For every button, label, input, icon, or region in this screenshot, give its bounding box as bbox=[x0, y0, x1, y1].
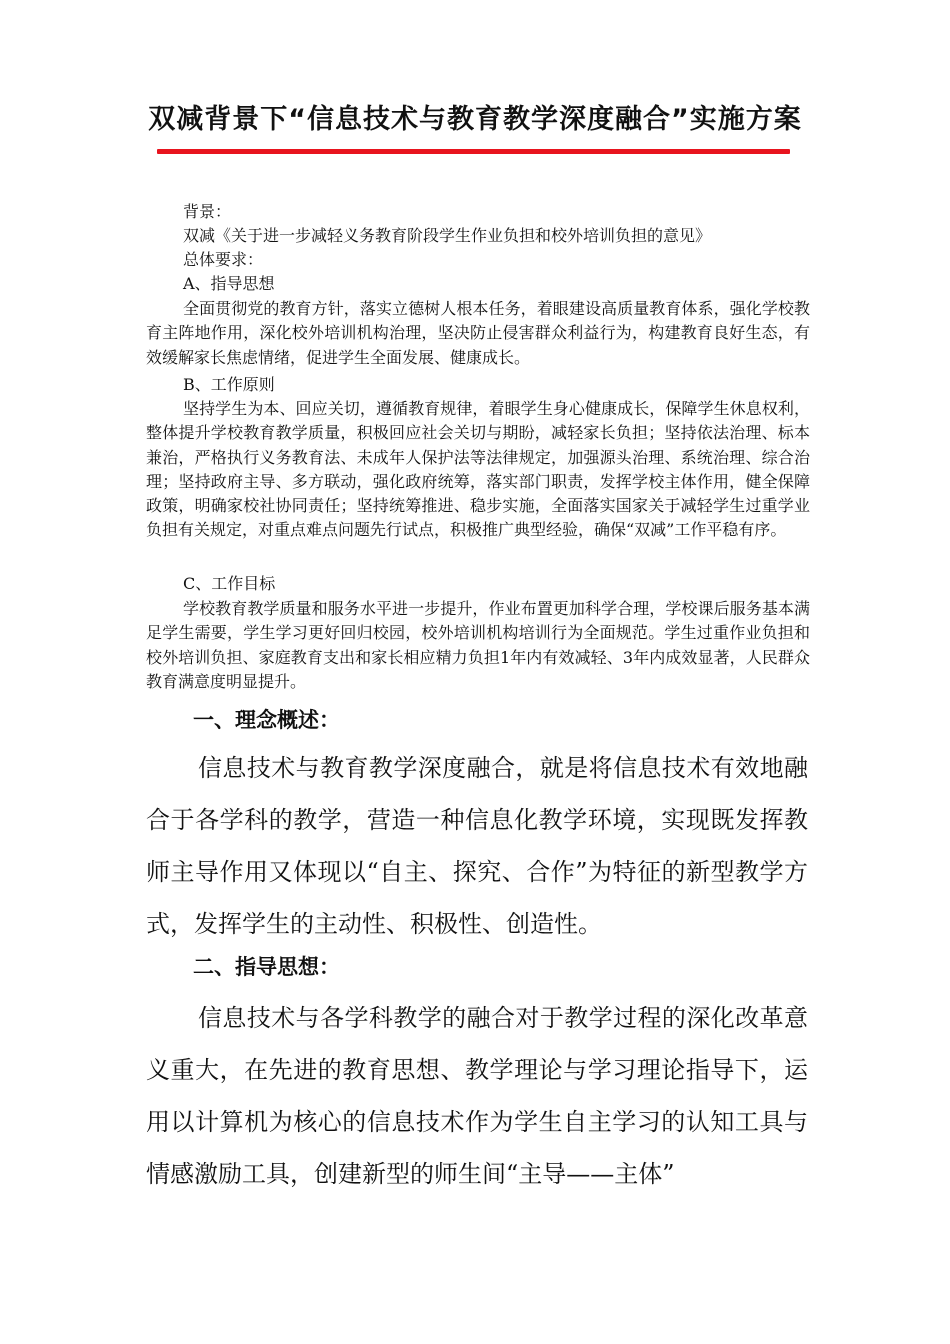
section-a-text: 全面贯彻党的教育方针，落实立德树人根本任务，着眼建设高质量教育体系，强化学校教育主阵地作用，深化校外培训机构治理，坚决防止侵害群众利益行为，构建教育良好生态，有效缓解家长焦虑情绪，促进学生全面发展、健康成长。 bbox=[146, 299, 810, 367]
title-underline bbox=[157, 149, 790, 154]
background-label: 背景： bbox=[183, 202, 232, 221]
section-b-title: B、工作原则 bbox=[183, 375, 275, 394]
document-title: 双减背景下“信息技术与教育教学深度融合”实施方案 bbox=[148, 104, 802, 135]
section-b-text: 坚持学生为本、回应关切，遵循教育规律，着眼学生身心健康成长，保障学生休息权利，整体提升学校教育教学质量，积极回应社会关切与期盼，减轻家长负担；坚持依法治理、标本兼治，严格执行义务教育法、未成年人保护法等法律规定，加强源头治理、系统治理、综合治理；坚持政府主导、多方联动，强化政府统筹，落实部门职责，发挥学校主体作用，健全保障政策，明确家校社协同责任；坚持统筹推进、稳步实施，全面落实国家关于减轻学生过重学业负担有关规定，对重点难点问题先行试点，积极推广典型经验，确保“双减”工作平稳有序。 bbox=[146, 399, 810, 540]
paragraph-concept-overview: 信息技术与教育教学深度融合，就是将信息技术有效地融合于各学科的教学，营造一种信息化教学环境，实现既发挥教师主导作用又体现以“自主、探究、合作”为特征的新型教学方式，发挥学生的主动性、积极性、创造性。 bbox=[146, 754, 808, 938]
background-text: 双减《关于进一步减轻义务教育阶段学生作业负担和校外培训负担的意见》 bbox=[183, 226, 712, 245]
section-c-text: 学校教育教学质量和服务水平进一步提升，作业布置更加科学合理，学校课后服务基本满足学生需要，学生学习更好回归校园，校外培训机构培训行为全面规范。学生过重作业负担和校外培训负担、家庭教育支出和家长相应精力负担1年内有效减轻、3年内成效显著，人民群众教育满意度明显提升。 bbox=[146, 599, 810, 691]
overall-requirements-label: 总体要求： bbox=[183, 250, 264, 269]
heading-concept-overview: 一、理念概述： bbox=[193, 708, 340, 732]
heading-guiding-ideology: 二、指导思想： bbox=[193, 955, 340, 979]
paragraph-guiding-ideology: 信息技术与各学科教学的融合对于教学过程的深化改革意义重大，在先进的教育思想、教学理论与学习理论指导下，运用以计算机为核心的信息技术作为学生自主学习的认知工具与情感激励工具，创建新型的师生间“主导——主体” bbox=[146, 1004, 808, 1188]
section-c-title: C、工作目标 bbox=[183, 574, 276, 593]
section-a-title: A、指导思想 bbox=[183, 274, 275, 293]
